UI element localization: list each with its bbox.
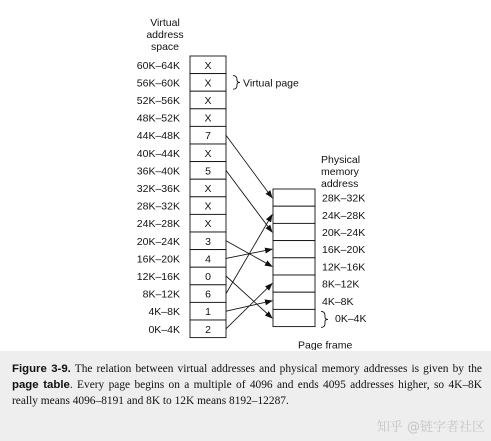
virtual-space-title-line: address <box>146 29 184 41</box>
physical-memory-title-line: address <box>321 178 359 190</box>
page-frame-range: 8K–12K <box>322 278 360 291</box>
virtual-page-brace <box>233 76 240 90</box>
page-mapping-arrow <box>226 135 272 197</box>
virtual-page-range: 32K–36K <box>136 183 180 195</box>
caption-box <box>0 351 491 441</box>
virtual-page-range: 0K–4K <box>148 323 180 336</box>
page-frame-range: 0K–4K <box>335 313 367 325</box>
virtual-page-range: 52K–56K <box>136 95 180 107</box>
caption-text-2: . Every page begins on a multiple of 4096 and ends 4095 addresses higher, so 4K–8K really means 4096–8191 and 8K to 12K means 8192–12287. <box>12 379 482 407</box>
virtual-page-entry: X <box>204 200 212 213</box>
physical-memory-title-line: memory <box>321 166 359 178</box>
virtual-page-label: Virtual page <box>243 77 299 90</box>
virtual-page-entry: 4 <box>205 253 211 266</box>
page-mapping-arrow <box>226 284 272 329</box>
figure-label: Figure 3-9. <box>12 363 71 375</box>
caption-text-1: The relation between virtual addresses and physical memory addresses is given by the <box>70 363 482 375</box>
virtual-page-entry: 0 <box>205 271 211 283</box>
virtual-page-range: 40K–44K <box>136 147 180 160</box>
page-frame-cell <box>273 206 315 223</box>
virtual-page-range: 44K–48K <box>136 130 180 143</box>
page-frame-cell <box>273 309 315 326</box>
virtual-page-entry: 5 <box>205 165 211 178</box>
figure-caption <box>12 361 482 409</box>
page-frame-cell <box>273 189 315 206</box>
physical-memory-title-line: Physical <box>321 154 361 166</box>
virtual-page-entry: X <box>204 147 212 160</box>
page-frame-cell <box>273 223 315 240</box>
page-frame-range: 4K–8K <box>322 295 354 308</box>
virtual-page-entry: 2 <box>205 323 211 336</box>
virtual-page-entry: 1 <box>205 306 211 319</box>
virtual-page-entry: 6 <box>205 288 211 301</box>
virtual-page-range: 56K–60K <box>136 77 180 90</box>
page-frame-cell <box>273 258 315 275</box>
page-mapping-arrow <box>226 170 272 232</box>
virtual-space-title-line: Virtual <box>150 17 180 29</box>
page-frame-range: 16K–20K <box>322 244 366 257</box>
virtual-page-entry: X <box>204 112 212 125</box>
virtual-page-entry: X <box>204 59 212 72</box>
virtual-page-range: 28K–32K <box>136 200 180 213</box>
virtual-page-range: 24K–28K <box>136 218 180 231</box>
page-frame-range: 12K–16K <box>322 261 366 274</box>
caption-bold-term: page table <box>12 379 70 391</box>
watermark: 知乎 @链字者社区 <box>376 420 485 435</box>
virtual-page-entry: X <box>204 77 212 90</box>
virtual-page-entry: 7 <box>205 130 211 143</box>
virtual-page-range: 12K–16K <box>136 271 180 283</box>
virtual-page-range: 48K–52K <box>136 112 180 125</box>
virtual-page-range: 8K–12K <box>142 288 180 301</box>
page-frame-range: 28K–32K <box>322 192 366 205</box>
virtual-page-range: 36K–40K <box>136 165 180 178</box>
virtual-page-range: 60K–64K <box>136 59 180 72</box>
page-mapping-arrow <box>226 215 272 294</box>
virtual-page-entry: 3 <box>205 235 211 248</box>
page-frame-label: Page frame <box>298 339 353 350</box>
virtual-page-range: 4K–8K <box>148 306 180 319</box>
virtual-page-range: 16K–20K <box>136 253 180 266</box>
page-frame-range: 20K–24K <box>322 227 366 239</box>
page-frame-cell <box>273 275 315 292</box>
virtual-page-entry: X <box>204 95 212 107</box>
virtual-space-title-line: space <box>150 41 180 53</box>
page-frame-range: 24K–28K <box>322 209 366 222</box>
virtual-page-range: 20K–24K <box>136 235 180 248</box>
page-frame-brace <box>321 311 328 327</box>
page-frame-cell <box>273 241 315 258</box>
virtual-page-entry: X <box>204 183 212 195</box>
virtual-page-entry: X <box>204 218 212 231</box>
page-frame-cell <box>273 292 315 309</box>
